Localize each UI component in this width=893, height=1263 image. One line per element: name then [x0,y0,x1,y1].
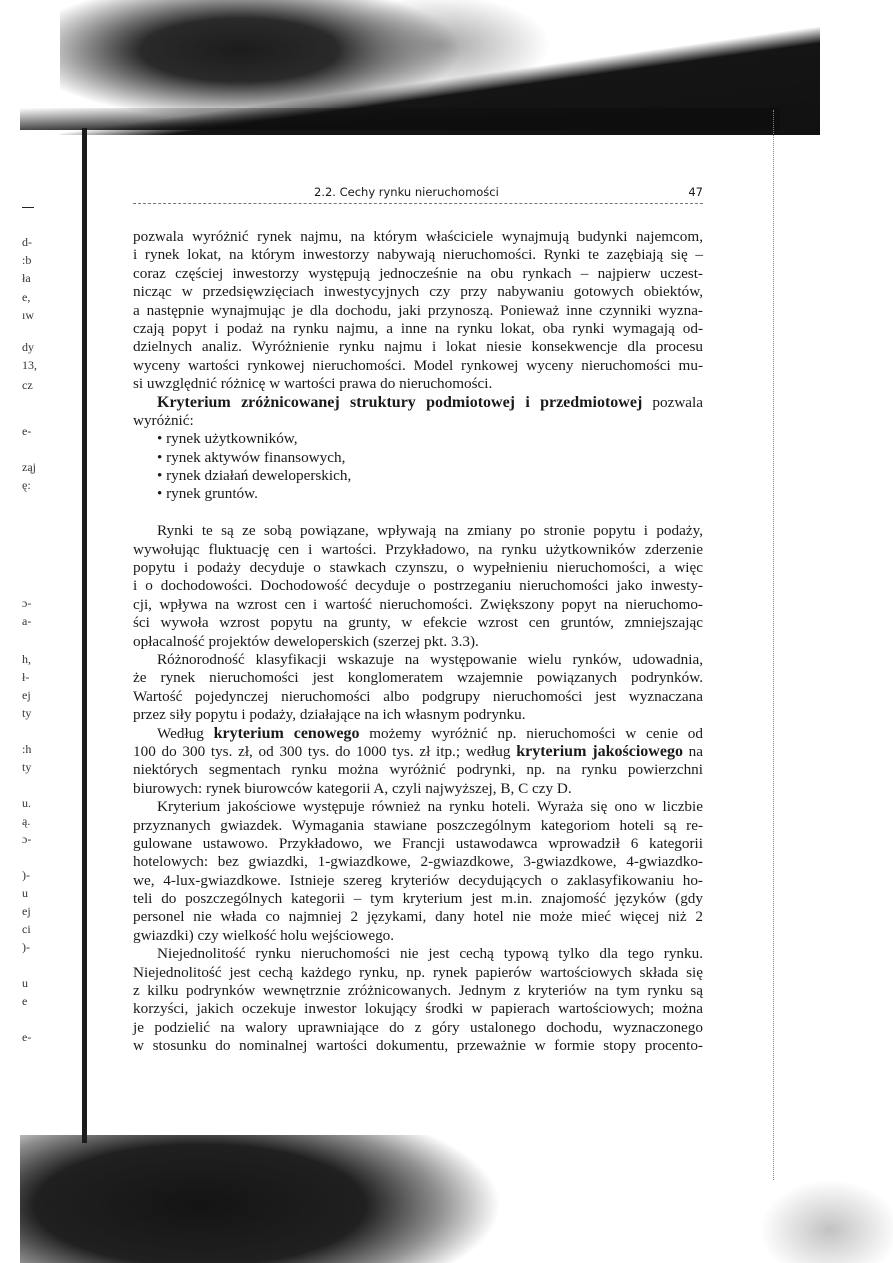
text-line: przyznanych gwiazdek. Wymagania stawiane poszczególnym kategoriom hoteli są re- [133,816,703,834]
scan-shadow-bottom-right [760,1170,893,1263]
facing-page-fragment: ą. [22,814,31,828]
text-line: gulowane ustawowo. Przykładowo, we Francji ustawodawca wprowadził 6 kategorii [133,834,703,852]
bold-term: kryterium jakościowego [516,742,683,760]
text-line: korzyści, jakich oczekuje inwestor lokujący środki w papierach wartościowych; można [133,1000,703,1018]
text-line: si uwzględnić różnicę w wartości prawa do nieruchomości. [133,375,493,393]
facing-page-fragment: e, [22,290,31,304]
facing-page-fragment: u. [22,796,31,810]
facing-page-fragment: ty [22,706,32,720]
text-line: popytu i podaży decyduje o stawkach czynszu, o wypełnieniu nieruchomości, a więc [133,559,703,577]
facing-page-fragment: h, [22,652,31,666]
text-line: i rynek lokat, na którym inwestorzy nabywają nieruchomości. Rynki te zazębiają się – [133,246,703,264]
paragraph [133,798,703,945]
text-line [133,725,703,743]
paragraph [133,522,703,651]
facing-page-fragment: e- [22,1030,32,1044]
text-line: wywołując fluktuację cen i wartości. Przykładowo, na rynku użytkowników zderzenie [133,540,703,558]
bold-term: kryterium cenowego [213,724,360,742]
text-line: gwiazdki) czy wielkość holu wejściowego. [133,926,395,944]
facing-page-fragment: ty [22,760,32,774]
text-line: pozwala wyróżnić rynek najmu, na którym właściciele wynajmują budynki najemcom, [133,228,703,245]
paragraph [133,725,703,799]
text-line: coraz częściej inwestorzy występują jednocześnie na obu rynkach – najpierw uczest- [133,264,703,282]
text-line: ści wywoła wzrost popytu na grunty, w efekcie wzrost cen gruntów, zmniejszając [133,614,703,632]
facing-page-fragment: ząj [22,460,36,474]
text-line: przez siły popytu i podaży, działające na ich własnym podrynku. [133,706,526,724]
facing-page-fragment: u [22,886,28,900]
text-line: je podzielić na walory uprawniające do z góry ustalonego dochodu, wyznaczonego [133,1018,703,1036]
facing-page-fragment: ıw [22,308,34,322]
text-line: a następnie wynajmując je dla dochodu, jaki przynoszą. Ponieważ inne czynniki wyzna- [133,301,703,319]
facing-page-fragment: cz [22,378,33,392]
list-item: • rynek gruntów. [157,485,258,503]
facing-page-fragment: ej [22,904,31,918]
text-line: Kryterium jakościowe występuje również na rynku hoteli. Wyraża się ono w liczbie [157,798,703,816]
page-number: 47 [688,185,703,199]
text-line: Wartość pojedynczej nieruchomości albo podgrupy nieruchomości jest wyznaczana [133,687,703,705]
text-line: Niejednolitość rynku nieruchomości nie jest cechą typową tylko dla tego rynku. [157,945,703,963]
text-run: Według [157,724,214,742]
text-line [133,504,703,522]
running-header [133,185,703,203]
facing-page-fragment: ɔ- [22,596,32,610]
text-line: niektórych segmentach rynku można wyróżnić podrynki, np. na rynku powierzchni [133,761,703,779]
list-item: • rynek użytkowników, [157,430,298,448]
text-run: możemy wyróżnić np. nieruchomości w cenie od [359,724,703,742]
text-line: cji, wpływa na wzrost cen i wartość nieruchomości. Zwiększony popyt na nieruchomo- [133,595,703,613]
text-line: nicząc w przedsięwzięciach inwestycyjnych czy przy nabywaniu gotowych obiektów, [133,283,703,301]
paragraph [133,945,703,1055]
text-line: we, 4-lux-gwiazdkowe. Istnieje szereg kryteriów decydujących o zaklasyfikowaniu ho- [133,871,703,889]
page-body-text [133,228,703,1056]
header-rule [133,203,703,204]
facing-page-fragment: ci [22,922,31,936]
text-line: i o dochodowości. Dochodowość decyduje o postrzeganiu nieruchomości jako inwesty- [133,577,703,595]
facing-page-fragment: 13, [22,358,37,372]
text-line: wyceny wartości rynkowej nieruchomości. Model rynkowej wyceny nieruchomości mu- [133,356,703,374]
text-line: Niejednolitość jest cechą każdego rynku, np. rynek papierów wartościowych składa się [133,963,703,981]
facing-page-fragment: ę: [22,478,31,492]
facing-page-fragment: ɔ- [22,832,32,846]
text-line: w stosunku do nominalnej wartości dokumentu, przeważnie w formie stopy procento- [133,1037,703,1055]
text-line: z kilku podrynków wewnętrznie zróżnicowanych. Jednym z kryteriów na tym rynku są [133,982,703,1000]
text-line: Rynki te są ze sobą powiązane, wpływają na zmiany po stronie popytu i podaży, [157,522,703,540]
scan-shadow-band [20,108,780,130]
facing-page-fragment: ej [22,688,31,702]
text-line [133,394,703,412]
list-item: • rynek aktywów finansowych, [157,448,346,466]
text-line: teli do poszczególnych kategorii – tym kryterium jest m.in. znajomość języków (gdy [133,890,703,908]
bullet-list [133,430,703,504]
facing-page-fragment: dy [22,340,34,354]
text-line: Różnorodność klasyfikacji wskazuje na występowanie wielu rynków, udowadnia, [157,650,703,668]
facing-page-rule [22,207,34,208]
bold-term: Kryterium zróżnicowanej struktury podmiotowej i przedmiotowej [157,393,643,411]
facing-page-fragment: e [22,994,28,1008]
text-line: biurowych: rynek biurowców kategorii A, czyli najwyższej, B, C czy D. [133,779,572,797]
text-line: opłacalność projektów deweloperskich (szerzej pkt. 3.3). [133,632,479,650]
text-run: 100 do 300 tys. zł, od 300 tys. do 1000 tys. zł itp.; według [133,742,517,760]
facing-page-fragment: )- [22,868,30,882]
paragraph [133,394,703,431]
scan-shadow-bottom [20,1135,580,1263]
text-line [133,743,703,761]
text-line: wyróżnić: [133,411,194,429]
page-right-edge [773,110,775,1180]
facing-page-fragment: ł- [22,670,30,684]
text-line: personel nie włada co najmniej 2 językami, dany hotel nie może mieć więcej niż 2 [133,908,703,926]
scan-shadow-top-light [330,0,550,110]
facing-page-fragment: u [22,976,28,990]
text-run: pozwala [642,393,703,411]
text-line: czają popyt i podaż na rynku najmu, a inne na rynku lokat, oba rynki wymagają od- [133,319,703,337]
text-run: na [682,742,704,760]
paragraph [133,504,703,522]
text-line: hotelowych: bez gwiazdki, 1-gwiazdkowe, 2-gwiazdkowe, 3-gwiazdkowe, 4-gwiazdko- [133,853,703,871]
facing-page-fragment: ła [22,271,31,285]
running-header-title: 2.2. Cechy rynku nieruchomości [314,185,499,199]
text-line: że rynek nieruchomości jest konglomeratem wzajemnie powiązanych podrynków. [133,669,703,687]
facing-page-fragment: a- [22,614,32,628]
list-item: • rynek działań deweloperskich, [157,467,352,485]
facing-page-fragment: :b [22,253,32,267]
facing-page-fragment: :h [22,742,32,756]
facing-page-fragment: e- [22,424,32,438]
book-spine-edge [82,128,87,1143]
facing-page-fragment: d- [22,235,32,249]
paragraph [133,651,703,725]
facing-page-fragment: )- [22,940,30,954]
paragraph [133,228,703,394]
text-line: dzielnych analiz. Wyróżnienie rynku najmu i lokat niesie konsekwencje dla procesu [133,338,703,356]
